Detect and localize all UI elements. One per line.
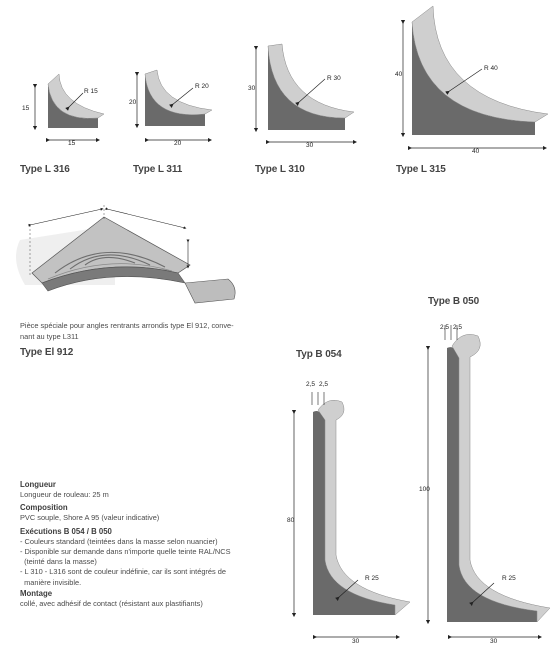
b054-height-label: 80 (287, 517, 295, 524)
composition-text: PVC souple, Shore A 95 (valeur indicative) (20, 513, 160, 523)
l310-radius-label: R 30 (327, 75, 341, 82)
b050-dim-a-label: 2,5 (440, 324, 450, 331)
execution-item-2-cont: (teinté dans la masse) (20, 557, 97, 567)
corner-piece-description-line2: nant au type L311 (20, 332, 79, 341)
b-profiles-drawing (270, 300, 555, 655)
type-b054-label: Typ B 054 (296, 349, 342, 360)
execution-item-1: - Couleurs standard (teintées dans la masse selon nuancier) (20, 536, 218, 546)
l315-height-label: 40 (395, 71, 403, 78)
profile-b054 (294, 392, 410, 637)
execution-item-3-cont: manière invisible. (20, 577, 82, 587)
profile-l316 (35, 74, 104, 140)
l315-width-label: 40 (472, 148, 480, 155)
execution-item-3: - L 310 - L316 sont de couleur indéfinie, car ils sont intégrés de (20, 567, 226, 577)
corner-piece-drawing (0, 195, 260, 310)
l316-radius-label: R 15 (84, 88, 98, 95)
execution-item-2: - Disponible sur demande dans n'importe quelle teinte RAL/NCS (20, 546, 231, 556)
l311-radius-label: R 20 (195, 83, 209, 90)
profile-l311 (137, 70, 212, 140)
b054-dim-a-label: 2,5 (306, 381, 316, 388)
specs-block (20, 480, 270, 609)
composition-heading: Composition (20, 503, 68, 513)
mounting-text: collé, avec adhésif de contact (résistant aux plastifiants) (20, 599, 203, 609)
l316-width-label: 15 (68, 140, 76, 147)
b050-radius-label: R 25 (502, 575, 516, 582)
mounting-heading: Montage (20, 589, 53, 599)
l310-width-label: 30 (306, 142, 314, 149)
profile-b050 (428, 325, 550, 637)
type-ei912-label: Type El 912 (20, 347, 74, 358)
corner-piece-description-line1: Pièce spéciale pour angles rentrants arrondis type El 912, conve- (20, 321, 234, 330)
b050-dim-b-label: 2,5 (453, 324, 463, 331)
profile-l310 (256, 44, 355, 142)
type-l311-label: Type L 311 (133, 164, 183, 175)
b050-width-label: 30 (490, 638, 498, 645)
l315-radius-label: R 40 (484, 65, 498, 72)
l316-height-label: 15 (22, 105, 30, 112)
type-b050-label: Type B 050 (428, 296, 480, 307)
profiles-drawing (0, 0, 555, 160)
l311-width-label: 20 (174, 140, 182, 147)
l310-height-label: 30 (248, 85, 256, 92)
length-text: Longueur de rouleau: 25 m (20, 490, 109, 499)
type-l310-label: Type L 310 (255, 164, 305, 175)
b054-dim-b-label: 2,5 (319, 381, 329, 388)
executions-heading: Exécutions B 054 / B 050 (20, 526, 112, 536)
type-l315-label: Type L 315 (396, 164, 446, 175)
length-heading: Longueur (20, 480, 56, 489)
profile-l315 (403, 6, 548, 148)
b050-height-label: 100 (419, 486, 430, 493)
type-l316-label: Type L 316 (20, 164, 70, 175)
l311-height-label: 20 (129, 99, 137, 106)
b054-width-label: 30 (352, 638, 360, 645)
b054-radius-label: R 25 (365, 575, 379, 582)
